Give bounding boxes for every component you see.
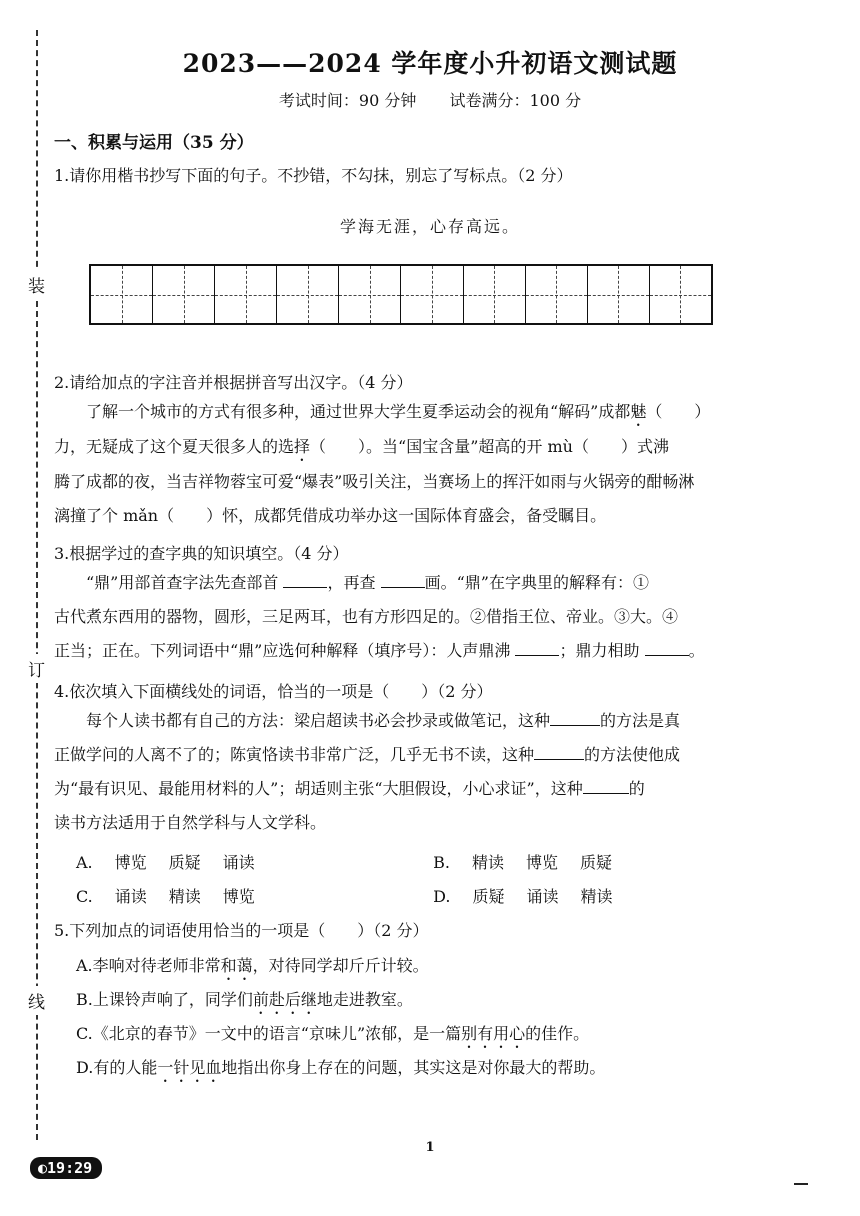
q2-text: 漓撞了个 mǎn（ ）怀，成都凭借成功举办这一国际体育盛会，备受瞩目。	[54, 506, 607, 525]
grid-cell[interactable]	[588, 266, 650, 323]
section-title: 一、积累与运用（35 分）	[54, 133, 254, 153]
grid-cell[interactable]	[650, 266, 711, 323]
option-a[interactable]	[76, 850, 428, 873]
page-number: 1	[425, 1140, 435, 1155]
q2-text: 了解一个城市的方式有很多种，通过世界大学生夏季运动会的视角“解码”成都	[86, 402, 631, 421]
option-word: 诵读	[114, 887, 147, 906]
q3-text: 古代煮东西用的器物，圆形，三足两耳，也有方形四足的。②借指王位、帝业。③大。④	[54, 607, 679, 626]
q4-prompt: 4.依次填入下面横线处的词语，恰当的一项是（ ）（2 分）	[54, 682, 493, 701]
q4-passage	[54, 704, 756, 840]
grid-cell[interactable]	[153, 266, 215, 323]
q4-options-row-2	[76, 884, 634, 907]
option-word: 博览	[525, 853, 558, 872]
q4-options-row-1	[76, 850, 634, 873]
answer-blank[interactable]	[550, 711, 600, 726]
binding-dashed-line	[36, 30, 38, 1140]
q2-text: 腾了成都的夜，当吉祥物蓉宝可爱“爆表”吸引关注，当赛场上的挥汗如雨与火锅旁的酣畅淋	[54, 472, 695, 491]
grid-cell[interactable]	[339, 266, 401, 323]
q4-text: 的方法使他成	[584, 745, 681, 764]
answer-blank[interactable]	[645, 641, 689, 656]
timestamp-badge	[30, 1157, 102, 1179]
dotted-char: 魅	[630, 402, 647, 421]
option-word: 诵读	[222, 853, 255, 872]
q5-option-c[interactable]	[76, 1021, 589, 1052]
dotted-char: 择	[294, 437, 311, 456]
grid-cell[interactable]	[277, 266, 339, 323]
q3-text: “鼎”用部首查字法先查部首	[86, 573, 279, 592]
option-word: 质疑	[168, 853, 201, 872]
binding-label-xian: 线	[28, 986, 45, 1015]
exam-score: 试卷满分：100 分	[449, 91, 582, 110]
q5-prompt: 5.下列加点的词语使用恰当的一项是（ ）（2 分）	[54, 921, 429, 940]
answer-blank[interactable]	[534, 745, 584, 760]
grid-cell[interactable]	[91, 266, 153, 323]
q3-text: 。	[688, 641, 705, 660]
dotted-phrase: 一针见血	[157, 1058, 222, 1077]
exam-time: 考试时间：90 分钟	[278, 91, 417, 110]
option-word: 诵读	[526, 887, 559, 906]
option-word: 精读	[580, 887, 613, 906]
option-text: A.李响对待老师非常	[76, 956, 221, 975]
option-word: 精读	[471, 853, 504, 872]
q2-text: 力，无疑成了这个夏天很多人的选	[54, 437, 295, 456]
option-text: ，对待同学却斤斤计较。	[252, 956, 429, 975]
clock-icon: ◐	[38, 1159, 48, 1177]
answer-paren[interactable]: （ ）	[646, 402, 711, 421]
q4-text: 为“最有识见、最能用材料的人”；胡适则主张“大胆假设，小心求证”，这种	[54, 779, 583, 798]
answer-blank[interactable]	[583, 779, 629, 794]
option-label: C.	[76, 887, 93, 906]
q5-option-d[interactable]	[76, 1055, 605, 1086]
corner-mark	[794, 1183, 808, 1185]
option-text: 地走进教室。	[316, 990, 413, 1009]
writing-grid[interactable]	[89, 264, 713, 325]
q3-passage	[54, 566, 756, 668]
q2-prompt: 2.请给加点的字注音并根据拼音写出汉字。（4 分）	[54, 373, 413, 392]
page-title: 2023——2024 学年度小升初语文测试题	[182, 49, 678, 78]
dotted-phrase: 别有用心	[461, 1024, 526, 1043]
q3-text: ；鼎力相助	[559, 641, 640, 660]
grid-cell[interactable]	[401, 266, 463, 323]
binding-label-ding: 订	[28, 654, 45, 683]
answer-blank[interactable]	[515, 641, 559, 656]
q4-text: 读书方法适用于自然学科与人文学科。	[54, 813, 327, 832]
q3-prompt: 3.根据学过的查字典的知识填空。（4 分）	[54, 544, 349, 563]
grid-cell[interactable]	[215, 266, 277, 323]
option-word: 质疑	[472, 887, 505, 906]
option-label: B.	[433, 853, 450, 872]
option-word: 博览	[222, 887, 255, 906]
option-label: A.	[76, 853, 93, 872]
q5-option-a[interactable]	[76, 953, 429, 984]
q3-text: 画。“鼎”在字典里的解释有：①	[424, 573, 649, 592]
q3-text: ，再查	[327, 573, 376, 592]
q2-text: （ ）。当“国宝含量”超高的开 mù（ ）式沸	[310, 437, 669, 456]
q5-option-b[interactable]	[76, 987, 413, 1018]
q4-text: 每个人读书都有自己的方法：梁启超读书必会抄录或做笔记，这种	[86, 711, 551, 730]
option-text: D.有的人能	[76, 1058, 158, 1077]
grid-cell[interactable]	[526, 266, 588, 323]
q1-prompt: 1.请你用楷书抄写下面的句子。不抄错，不勾抹，别忘了写标点。（2 分）	[54, 166, 573, 185]
option-d[interactable]	[433, 884, 634, 907]
answer-blank[interactable]	[381, 573, 425, 588]
grid-cell[interactable]	[464, 266, 526, 323]
option-text: B.上课铃声响了，同学们	[76, 990, 253, 1009]
timestamp-text: 19:29	[47, 1159, 93, 1177]
option-text: C.《北京的春节》一文中的语言“京味儿”浓郁，是一篇	[76, 1024, 462, 1043]
q1-sentence: 学海无涯，心存高远。	[339, 217, 520, 236]
binding-label-zhuang: 装	[28, 270, 45, 299]
option-word: 博览	[114, 853, 147, 872]
q4-text: 的	[628, 779, 645, 798]
option-word: 精读	[168, 887, 201, 906]
option-c[interactable]	[76, 884, 428, 907]
answer-blank[interactable]	[283, 573, 327, 588]
option-label: D.	[433, 887, 451, 906]
option-text: 地指出你身上存在的问题，其实这是对你最大的帮助。	[221, 1058, 606, 1077]
q4-text: 正做学问的人离不了的；陈寅恪读书非常广泛，几乎无书不读，这种	[54, 745, 535, 764]
dotted-phrase: 和蔼	[220, 956, 253, 975]
option-word: 质疑	[579, 853, 612, 872]
exam-info	[0, 88, 860, 111]
q3-text: 正当；正在。下列词语中“鼎”应选何种解释（填序号）：人声鼎沸	[54, 641, 511, 660]
dotted-phrase: 前赴后继	[252, 990, 317, 1009]
q4-text: 的方法是真	[600, 711, 681, 730]
q2-passage	[54, 395, 756, 533]
option-b[interactable]	[433, 850, 634, 873]
option-text: 的佳作。	[525, 1024, 590, 1043]
